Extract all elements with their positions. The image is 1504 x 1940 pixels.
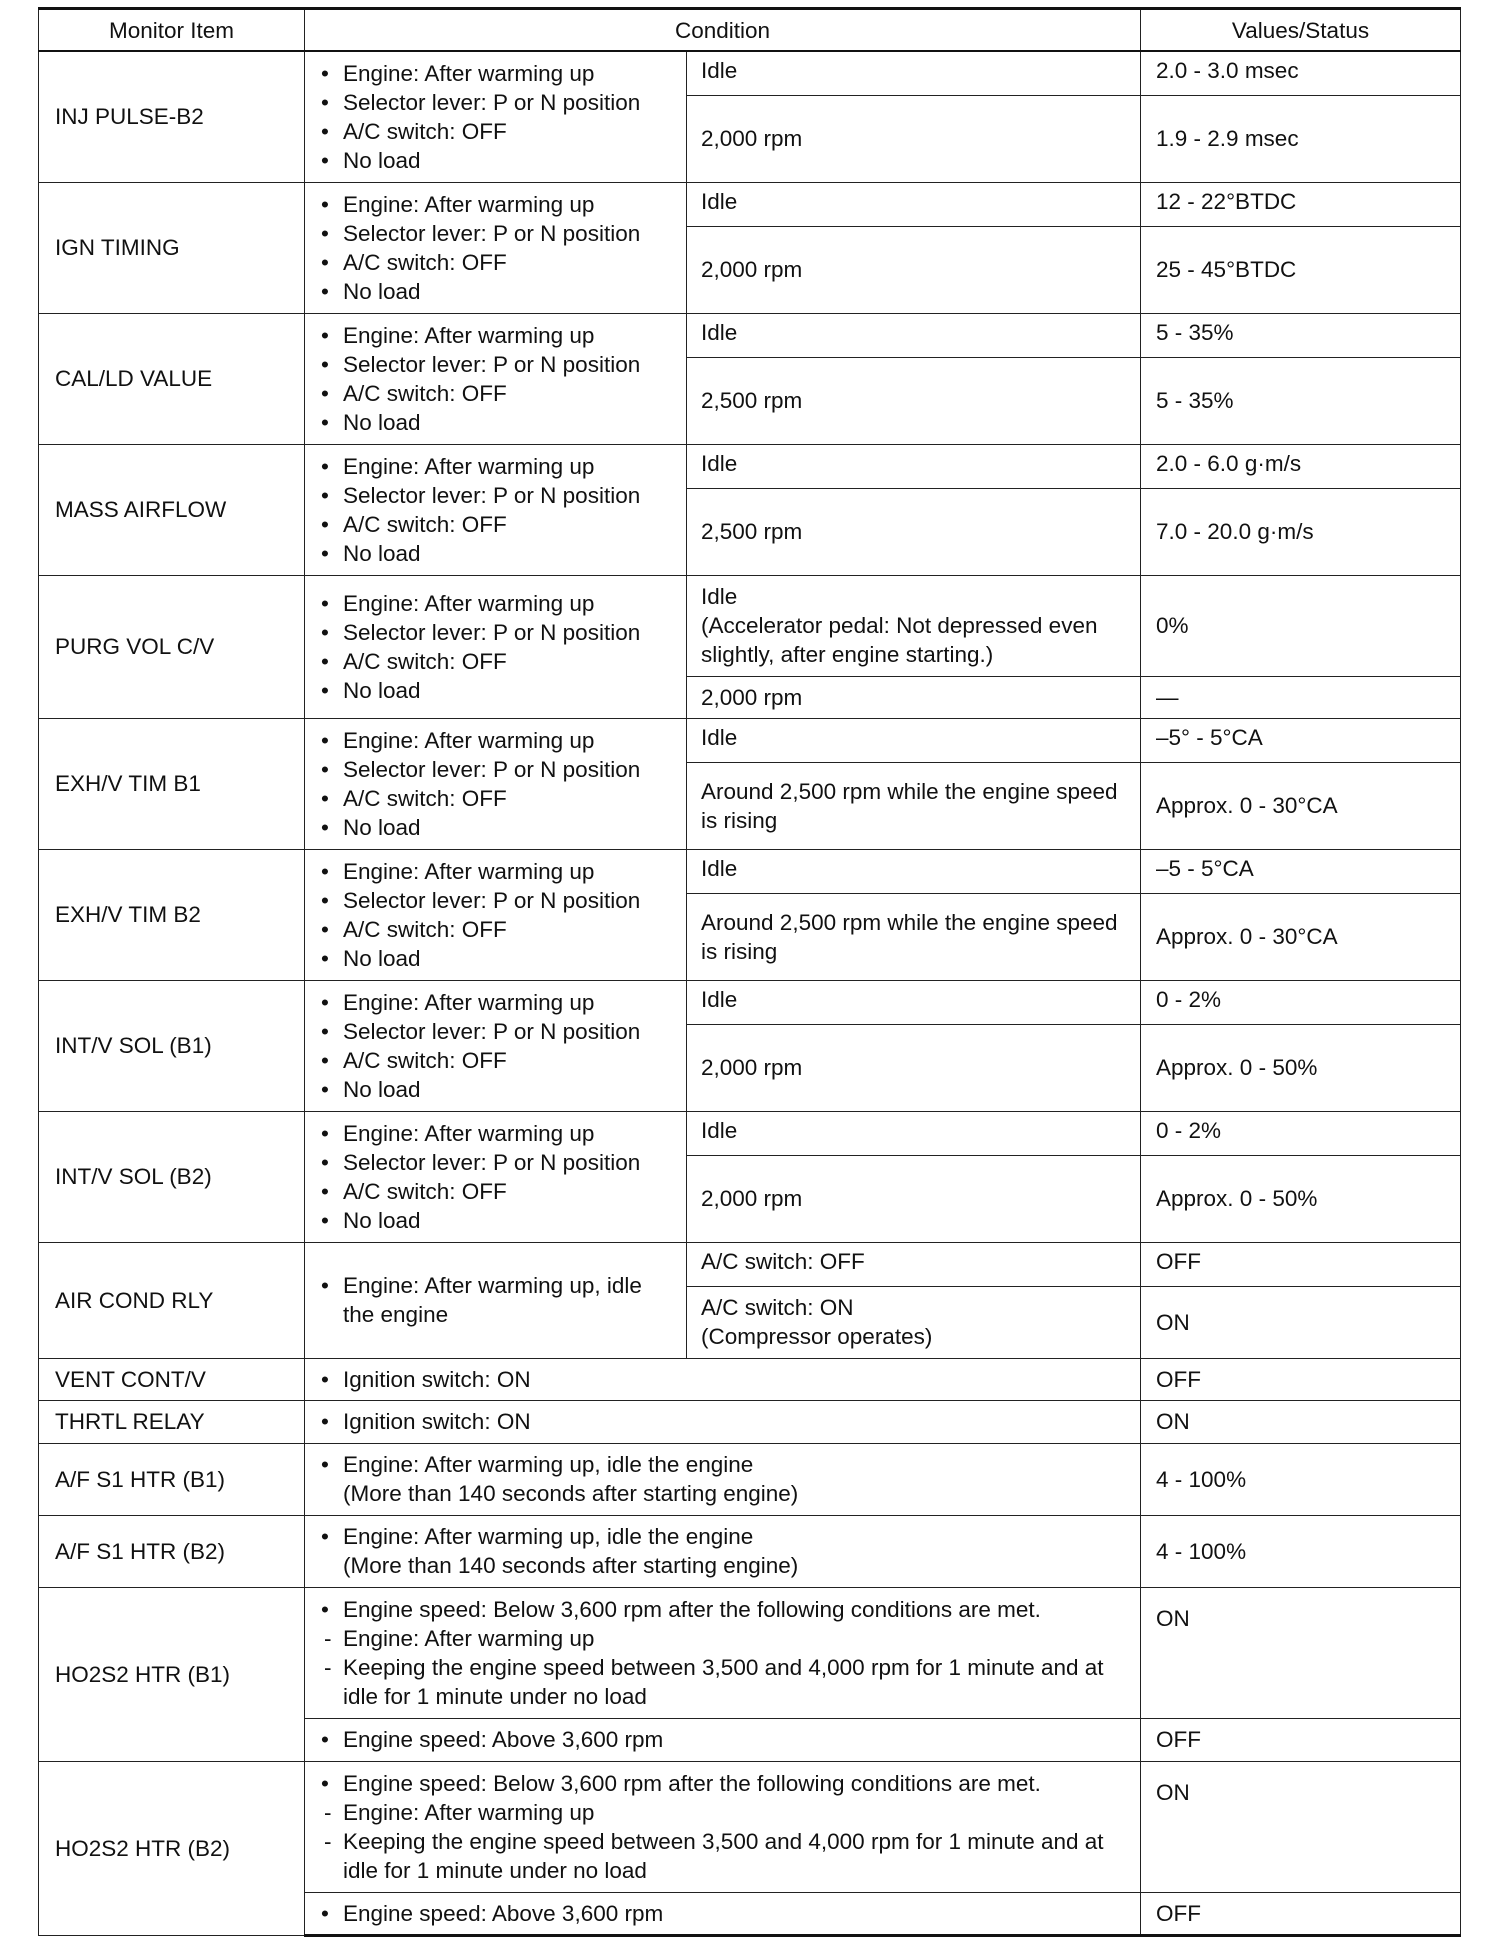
table-row xyxy=(39,718,1461,762)
condition-cell xyxy=(305,313,687,444)
table-row xyxy=(39,1587,1461,1718)
condition-line: • Engine: After warming up xyxy=(319,190,672,219)
condition-line: • Engine: After warming up xyxy=(319,988,672,1017)
monitor-item: EXH/V TIM B1 xyxy=(39,718,305,849)
value-cell: 2.0 - 3.0 msec xyxy=(1141,51,1461,95)
condition-line: • Selector lever: P or N position xyxy=(319,350,672,379)
condition-cell xyxy=(305,51,687,182)
condition-line: • Selector lever: P or N position xyxy=(319,618,672,647)
condition-line: • A/C switch: OFF xyxy=(319,379,672,408)
condition-line: • Engine speed: Above 3,600 rpm xyxy=(319,1725,1126,1754)
condition-line: • Ignition switch: ON xyxy=(319,1365,1126,1394)
value-cell: OFF xyxy=(1141,1242,1461,1286)
value-cell: Approx. 0 - 50% xyxy=(1141,1024,1461,1111)
condition-cell xyxy=(305,849,687,980)
condition-cell xyxy=(305,718,687,849)
sub-condition xyxy=(687,575,1141,676)
value-cell: ON xyxy=(1141,1587,1461,1718)
table-row xyxy=(39,444,1461,488)
condition-line: - Engine: After warming up xyxy=(319,1798,1126,1827)
condition-line: • A/C switch: OFF xyxy=(319,784,672,813)
monitor-item: HO2S2 HTR (B2) xyxy=(39,1761,305,1935)
condition-line: • No load xyxy=(319,813,672,842)
condition-cell xyxy=(305,1718,1141,1761)
monitor-item: INT/V SOL (B2) xyxy=(39,1111,305,1242)
condition-cell xyxy=(305,1587,1141,1718)
condition-line: • A/C switch: OFF xyxy=(319,1046,672,1075)
monitor-item: A/F S1 HTR (B2) xyxy=(39,1515,305,1587)
table-row xyxy=(39,51,1461,95)
monitor-item: INT/V SOL (B1) xyxy=(39,980,305,1111)
condition-text: • Engine: After warming up, idle the engine xyxy=(343,1524,754,1549)
condition-line: • No load xyxy=(319,676,672,705)
condition-line: • No load xyxy=(319,277,672,306)
condition-line: • Engine speed: Above 3,600 rpm xyxy=(319,1899,1126,1928)
value-cell: 5 - 35% xyxy=(1141,313,1461,357)
condition-cell xyxy=(305,980,687,1111)
monitor-item: EXH/V TIM B2 xyxy=(39,849,305,980)
monitor-item: CAL/LD VALUE xyxy=(39,313,305,444)
table-row xyxy=(39,1400,1461,1443)
header-monitor-item: Monitor Item xyxy=(39,9,305,52)
condition-cell xyxy=(305,1761,1141,1892)
condition-line: • A/C switch: OFF xyxy=(319,248,672,277)
monitor-item: INJ PULSE-B2 xyxy=(39,51,305,182)
sub-condition: 2,000 rpm xyxy=(687,1155,1141,1242)
condition-line: • Selector lever: P or N position xyxy=(319,481,672,510)
sub-condition: A/C switch: OFF xyxy=(687,1242,1141,1286)
condition-line: • Selector lever: P or N position xyxy=(319,886,672,915)
sub-condition: Idle xyxy=(687,313,1141,357)
value-cell: Approx. 0 - 50% xyxy=(1141,1155,1461,1242)
sub-condition: 2,000 rpm xyxy=(687,226,1141,313)
condition-cell xyxy=(305,1892,1141,1935)
condition-line: • Selector lever: P or N position xyxy=(319,755,672,784)
monitor-item: AIR COND RLY xyxy=(39,1242,305,1358)
condition-line: • No load xyxy=(319,539,672,568)
sub-condition: Around 2,500 rpm while the engine speed is rising xyxy=(687,893,1141,980)
value-cell: 5 - 35% xyxy=(1141,357,1461,444)
sub-condition: Idle xyxy=(687,980,1141,1024)
header-condition: Condition xyxy=(305,9,1141,52)
table-row xyxy=(39,1358,1461,1400)
condition-line: • Engine: After warming up, idle the engine xyxy=(319,1271,672,1329)
condition-line: • Selector lever: P or N position xyxy=(319,1017,672,1046)
condition-line: • No load xyxy=(319,944,672,973)
table-row xyxy=(39,1443,1461,1515)
value-cell: OFF xyxy=(1141,1892,1461,1935)
monitor-item: A/F S1 HTR (B1) xyxy=(39,1443,305,1515)
value-cell: –5° - 5°CA xyxy=(1141,718,1461,762)
table-row xyxy=(39,1111,1461,1155)
value-cell: — xyxy=(1141,676,1461,718)
monitor-table xyxy=(38,7,1461,1937)
condition-line: - Keeping the engine speed between 3,500 and 4,000 rpm for 1 minute and at idle for 1 minute under no load xyxy=(319,1653,1126,1711)
table-row xyxy=(39,182,1461,226)
sub-condition: Idle xyxy=(687,182,1141,226)
condition-line: • Engine: After warming up xyxy=(319,589,672,618)
monitor-item: PURG VOL C/V xyxy=(39,575,305,718)
value-cell: –5 - 5°CA xyxy=(1141,849,1461,893)
condition-text: (More than 140 seconds after starting engine) xyxy=(343,1553,799,1578)
condition-cell xyxy=(305,1400,1141,1443)
condition-text: (More than 140 seconds after starting engine) xyxy=(343,1481,799,1506)
value-cell: 0% xyxy=(1141,575,1461,676)
sub-condition: 2,500 rpm xyxy=(687,488,1141,575)
value-cell: OFF xyxy=(1141,1358,1461,1400)
value-cell: ON xyxy=(1141,1761,1461,1892)
condition-line: • Engine: After warming up xyxy=(319,1119,672,1148)
value-cell: 4 - 100% xyxy=(1141,1443,1461,1515)
sub-condition: 2,000 rpm xyxy=(687,95,1141,182)
value-cell: Approx. 0 - 30°CA xyxy=(1141,762,1461,849)
monitor-item: THRTL RELAY xyxy=(39,1400,305,1443)
condition-line: • No load xyxy=(319,408,672,437)
value-cell: Approx. 0 - 30°CA xyxy=(1141,893,1461,980)
value-cell: 7.0 - 20.0 g·m/s xyxy=(1141,488,1461,575)
condition-line: • Engine speed: Below 3,600 rpm after the following conditions are met. xyxy=(319,1769,1126,1798)
value-cell: OFF xyxy=(1141,1718,1461,1761)
sub-condition-line: (Compressor operates) xyxy=(701,1324,933,1349)
condition-line: • Engine: After warming up xyxy=(319,452,672,481)
condition-line: • No load xyxy=(319,1206,672,1235)
table-row xyxy=(39,980,1461,1024)
condition-line: • Engine speed: Below 3,600 rpm after the following conditions are met. xyxy=(319,1595,1126,1624)
condition-line: • Engine: After warming up xyxy=(319,321,672,350)
table-row xyxy=(39,1515,1461,1587)
condition-cell xyxy=(305,575,687,718)
condition-cell xyxy=(305,182,687,313)
sub-condition: 2,000 rpm xyxy=(687,676,1141,718)
condition-line: • A/C switch: OFF xyxy=(319,647,672,676)
condition-line: - Keeping the engine speed between 3,500 and 4,000 rpm for 1 minute and at idle for 1 minute under no load xyxy=(319,1827,1126,1885)
header-values: Values/Status xyxy=(1141,9,1461,52)
condition-cell xyxy=(305,444,687,575)
condition-line: • Engine: After warming up xyxy=(319,857,672,886)
value-cell: ON xyxy=(1141,1400,1461,1443)
sub-condition: Idle xyxy=(687,1111,1141,1155)
condition-line: • Engine: After warming up xyxy=(319,726,672,755)
value-cell: 2.0 - 6.0 g·m/s xyxy=(1141,444,1461,488)
value-cell: 0 - 2% xyxy=(1141,980,1461,1024)
value-cell: 12 - 22°BTDC xyxy=(1141,182,1461,226)
value-cell: ON xyxy=(1141,1286,1461,1358)
condition-line: - Engine: After warming up xyxy=(319,1624,1126,1653)
monitor-item: MASS AIRFLOW xyxy=(39,444,305,575)
condition-line xyxy=(319,1450,1126,1508)
table-row xyxy=(39,313,1461,357)
sub-condition: Idle xyxy=(687,849,1141,893)
header-row xyxy=(39,9,1461,52)
condition-cell xyxy=(305,1515,1141,1587)
condition-line xyxy=(319,1522,1126,1580)
condition-line: • A/C switch: OFF xyxy=(319,510,672,539)
value-cell: 25 - 45°BTDC xyxy=(1141,226,1461,313)
condition-cell xyxy=(305,1242,687,1358)
table-row xyxy=(39,1242,1461,1286)
condition-line: • A/C switch: OFF xyxy=(319,915,672,944)
value-cell: 1.9 - 2.9 msec xyxy=(1141,95,1461,182)
sub-condition: 2,500 rpm xyxy=(687,357,1141,444)
condition-line: • A/C switch: OFF xyxy=(319,117,672,146)
condition-cell xyxy=(305,1111,687,1242)
condition-line: • Selector lever: P or N position xyxy=(319,219,672,248)
condition-line: • A/C switch: OFF xyxy=(319,1177,672,1206)
table-row xyxy=(39,575,1461,676)
value-cell: 4 - 100% xyxy=(1141,1515,1461,1587)
table-row xyxy=(39,1761,1461,1892)
condition-line: • No load xyxy=(319,146,672,175)
value-cell: 0 - 2% xyxy=(1141,1111,1461,1155)
sub-condition: 2,000 rpm xyxy=(687,1024,1141,1111)
condition-line: • Engine: After warming up xyxy=(319,59,672,88)
sub-condition xyxy=(687,1286,1141,1358)
sub-condition: Idle xyxy=(687,718,1141,762)
monitor-item: IGN TIMING xyxy=(39,182,305,313)
condition-line: • No load xyxy=(319,1075,672,1104)
sub-condition: Idle xyxy=(687,444,1141,488)
condition-line: • Selector lever: P or N position xyxy=(319,88,672,117)
monitor-item: VENT CONT/V xyxy=(39,1358,305,1400)
monitor-item: HO2S2 HTR (B1) xyxy=(39,1587,305,1761)
sub-condition: Idle xyxy=(687,51,1141,95)
condition-cell xyxy=(305,1443,1141,1515)
sub-condition-line: A/C switch: ON xyxy=(701,1295,854,1320)
sub-condition: Around 2,500 rpm while the engine speed is rising xyxy=(687,762,1141,849)
condition-line: • Selector lever: P or N position xyxy=(319,1148,672,1177)
sub-condition-line: (Accelerator pedal: Not depressed even slightly, after engine starting.) xyxy=(701,613,1098,667)
condition-text: • Engine: After warming up, idle the engine xyxy=(343,1452,754,1477)
condition-cell xyxy=(305,1358,1141,1400)
condition-line: • Ignition switch: ON xyxy=(319,1407,1126,1436)
sub-condition-line: Idle xyxy=(701,584,738,609)
table-row xyxy=(39,849,1461,893)
